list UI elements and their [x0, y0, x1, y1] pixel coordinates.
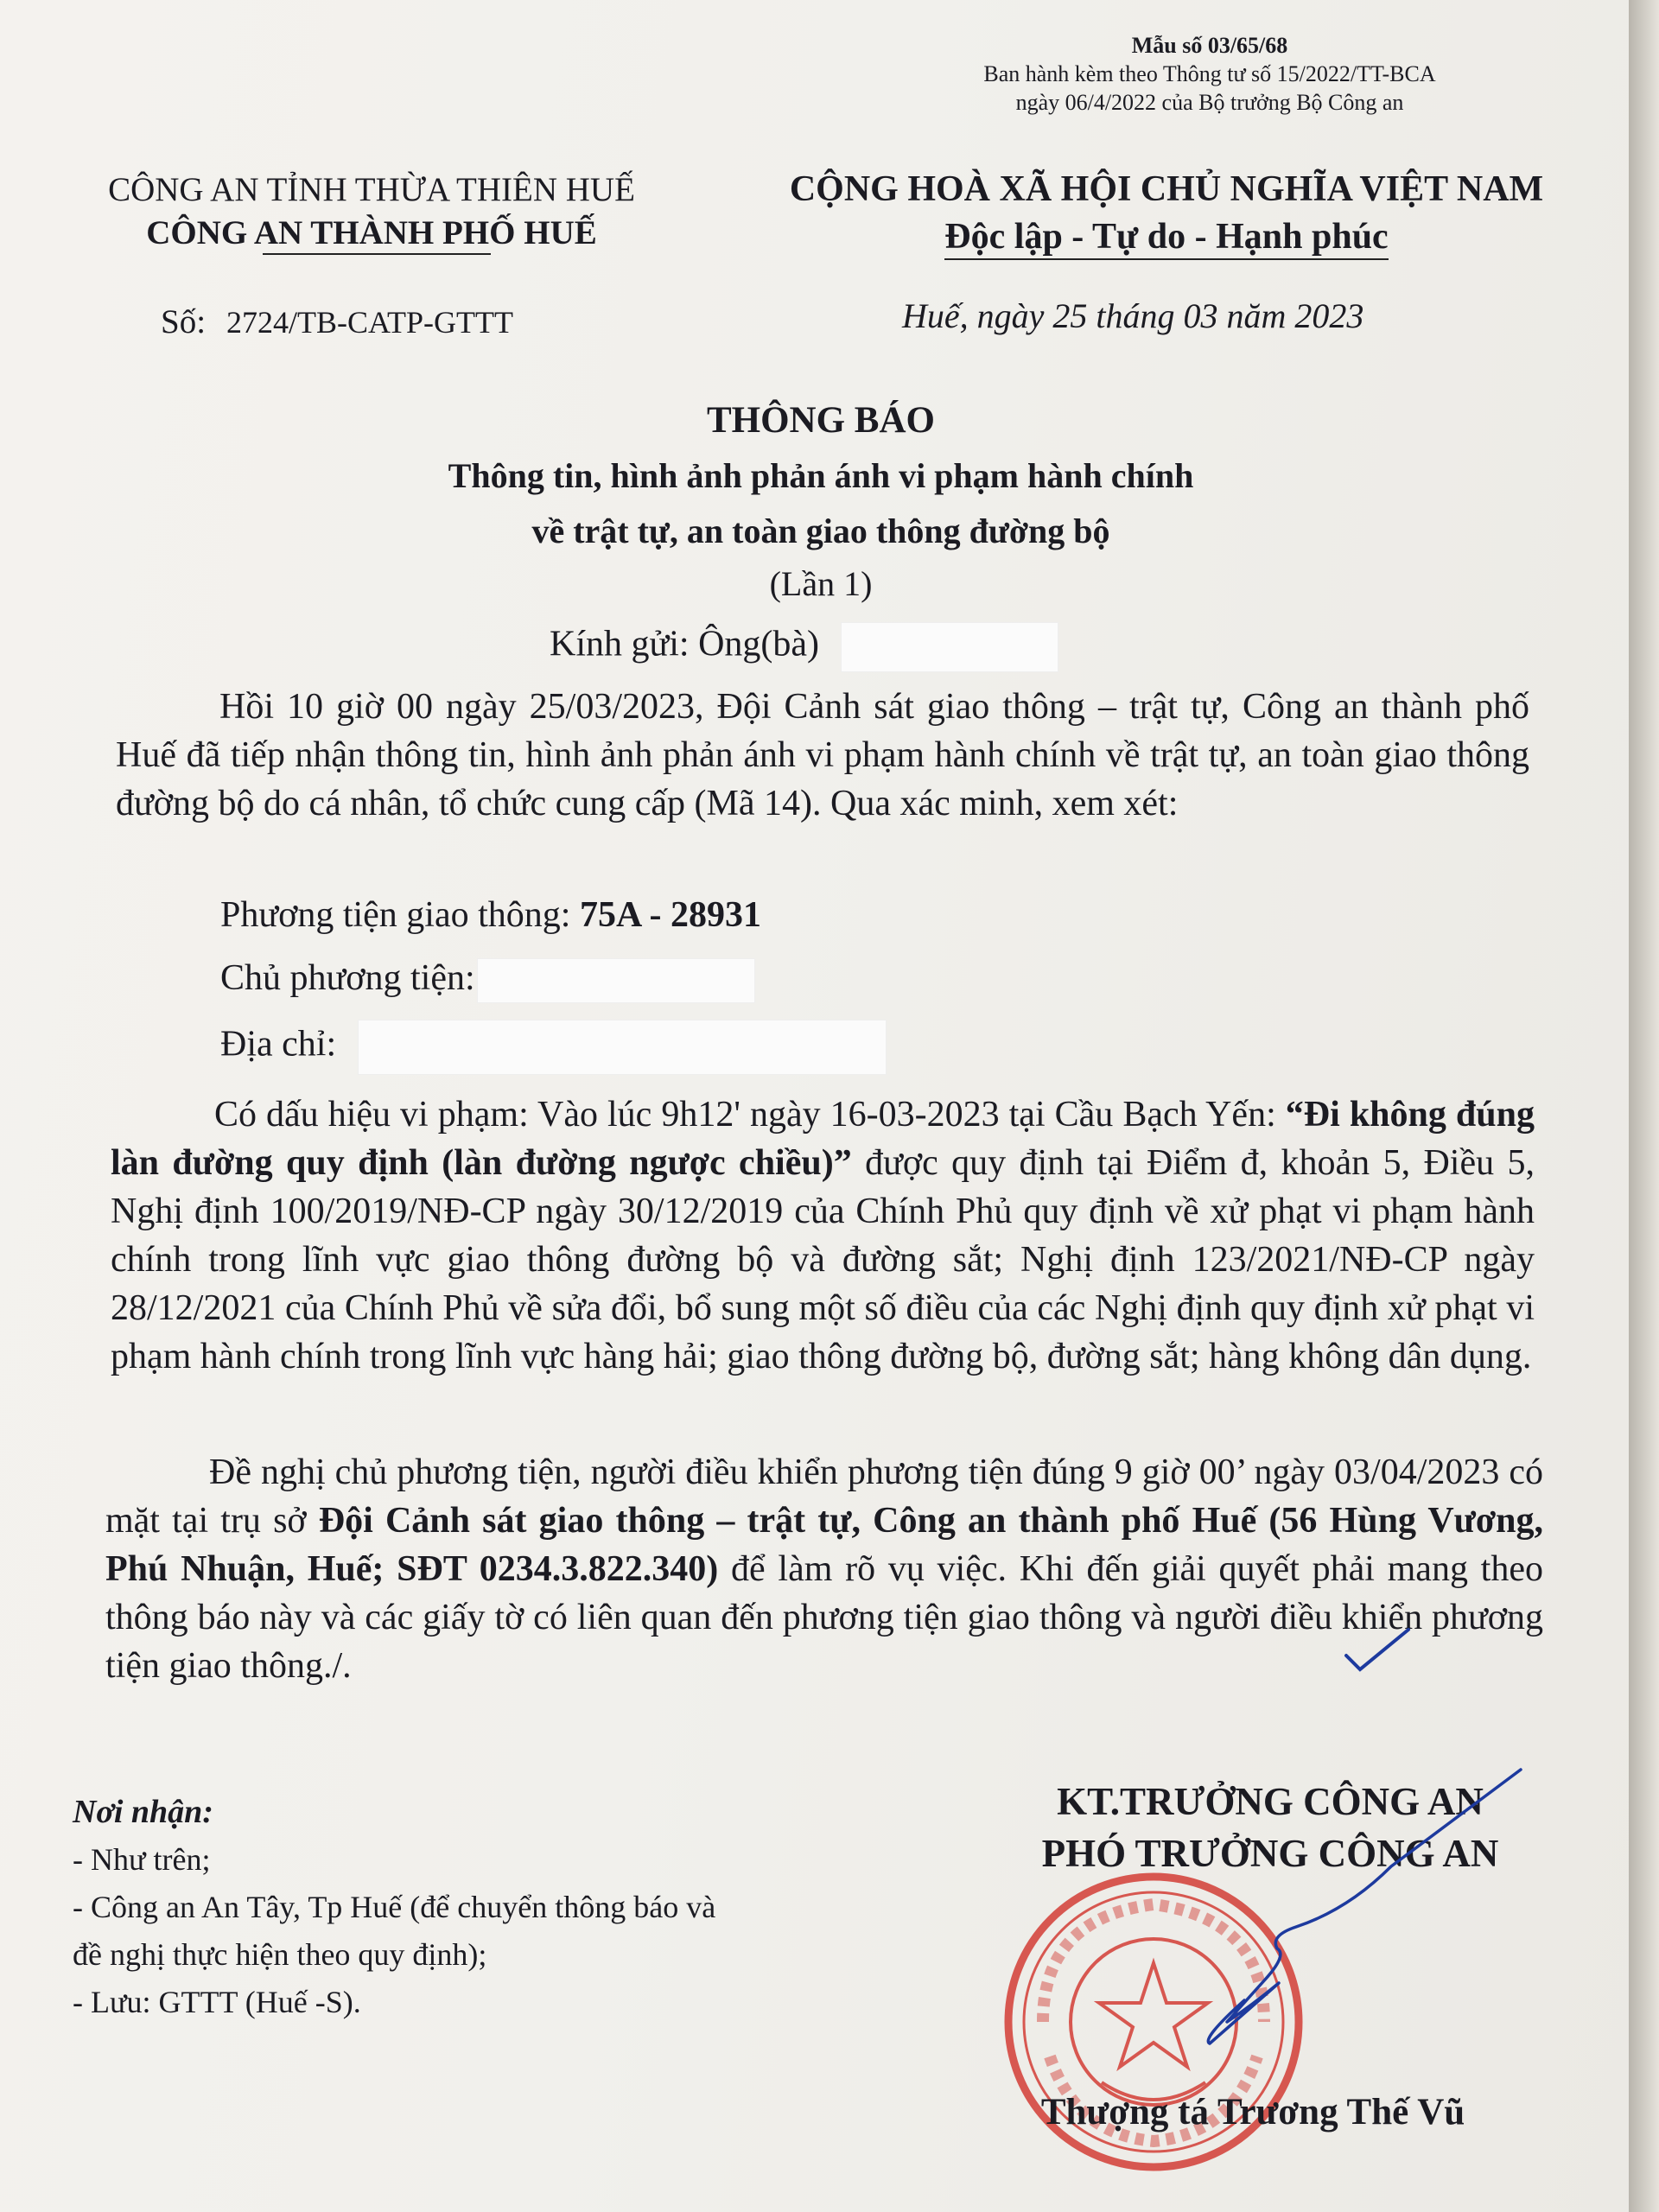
redacted-address [358, 1020, 887, 1075]
owner-label: Chủ phương tiện: [220, 958, 475, 998]
signer-name: Thượng tá Trương Thế Vũ [1040, 2092, 1465, 2133]
form-date-line: ngày 06/4/2022 của Bộ trưởng Bộ Công an [1015, 90, 1404, 115]
request-instructions: để làm rõ vụ việc. Khi đến giải quyết phải mang theo thông báo này và các giấy tờ có liên quan đến phương tiện giao thông và người điều khiển phương tiện giao thông./. [105, 1549, 1543, 1686]
national-header [734, 166, 1599, 261]
redacted-owner [477, 958, 755, 1003]
paragraph-request [105, 1448, 1543, 1690]
checkmark-icon [1339, 1624, 1417, 1676]
title-sub-2: về trật tự, an toàn giao thông đường bộ [531, 512, 1110, 550]
vehicle-line [220, 894, 761, 936]
violation-legal-basis: được quy định tại Điểm đ, khoản 5, Điều 5, Nghị định 100/2019/NĐ-CP ngày 30/12/2019 của Chính Phủ quy định về xử phạt vi phạm hành chính trong lĩnh vực giao thông đường bộ và đường sắt; Nghị định 123/2021/NĐ-CP ngày 28/12/2021 của Chính Phủ về sửa đổi, bổ sung một số điều của các Nghị định quy định xử phạt vi phạm hành chính trong lĩnh vực hàng hải; giao thông đường bộ, đường sắt; hàng không dân dụng. [111, 1143, 1535, 1376]
agency-unit: CÔNG AN THÀNH PHỐ HUẾ [146, 214, 597, 251]
recipient-item: - Như trên; [73, 1842, 211, 1877]
request-office: Đội Cảnh sát giao thông – trật tự, Công an thành phố Huế (56 Hùng Vương, Phú Nhuận, Huế; SĐT 0234.3.822.340) [105, 1501, 1543, 1589]
address-line [220, 1020, 887, 1075]
recipients-heading: Nơi nhận: [73, 1794, 213, 1830]
paragraph-violation [111, 1090, 1535, 1381]
title-main: THÔNG BÁO [706, 400, 935, 441]
paragraph-intake: Hồi 10 giờ 00 ngày 25/03/2023, Đội Cảnh sát giao thông – trật tự, Công an thành phố Huế đã tiếp nhận thông tin, hình ảnh phản ánh vi phạm hành chính về trật tự, an toàn giao thông đường bộ do cá nhân, tổ chức cung cấp (Mã 14). Qua xác minh, xem xét: [116, 687, 1529, 823]
page-edge [1629, 0, 1659, 2212]
document-number-label: Số: [161, 303, 207, 340]
handwritten-signature-icon [1175, 1763, 1538, 2074]
document-number-value: 2724/TB-CATP-GTTT [226, 305, 514, 340]
form-code: Mẫu số 03/65/68 [1131, 33, 1288, 58]
title-sub-1: Thông tin, hình ảnh phản ánh vi phạm hành chính [448, 456, 1194, 495]
addressee-label: Kính gửi: Ông(bà) [550, 624, 820, 664]
document-title [173, 393, 1469, 559]
republic-motto: Độc lập - Tự do - Hạnh phúc [944, 215, 1388, 260]
notice-round: (Lần 1) [769, 564, 873, 603]
republic-name: CỘNG HOÀ XÃ HỘI CHỦ NGHĨA VIỆT NAM [789, 169, 1544, 209]
violation-intro: Có dấu hiệu vi phạm: Vào lúc 9h12' ngày 16-03-2023 tại Cầu Bạch Yến: [214, 1095, 1286, 1135]
issuing-agency [52, 168, 691, 255]
agency-underline [263, 253, 491, 255]
form-issued-line: Ban hành kèm theo Thông tư số 15/2022/TT-BCA [983, 61, 1436, 86]
recipient-item: - Công an An Tây, Tp Huế (để chuyển thông báo và [73, 1890, 716, 1924]
address-label: Địa chỉ: [220, 1024, 337, 1065]
addressee-line [550, 622, 1058, 672]
request-intro: Đề nghị chủ phương tiện, người điều khiển phương tiện đúng 9 giờ 00’ ngày 03/04/2023 có mặt tại trụ sở [105, 1452, 1543, 1541]
violation-description: “Đi không đúng làn đường quy định (làn đường ngược chiều)” [111, 1095, 1535, 1183]
vehicle-plate: 75A - 28931 [579, 895, 761, 935]
form-reference [864, 31, 1555, 117]
owner-line [220, 957, 755, 1003]
dateline: Huế, ngày 25 tháng 03 năm 2023 [902, 296, 1364, 335]
recipient-item: đề nghị thực hiện theo quy định); [73, 1937, 487, 1972]
signature-line-2: PHÓ TRƯỞNG CÔNG AN [1041, 1832, 1499, 1875]
agency-parent: CÔNG AN TỈNH THỪA THIÊN HUẾ [108, 171, 635, 208]
signature-line-1: KT.TRƯỞNG CÔNG AN [1057, 1780, 1484, 1823]
vehicle-label: Phương tiện giao thông: [220, 895, 571, 935]
recipients-block [73, 1789, 715, 2026]
document-number [161, 302, 513, 341]
recipient-item: - Lưu: GTTT (Huế -S). [73, 1985, 361, 2019]
redacted-addressee [841, 622, 1058, 672]
